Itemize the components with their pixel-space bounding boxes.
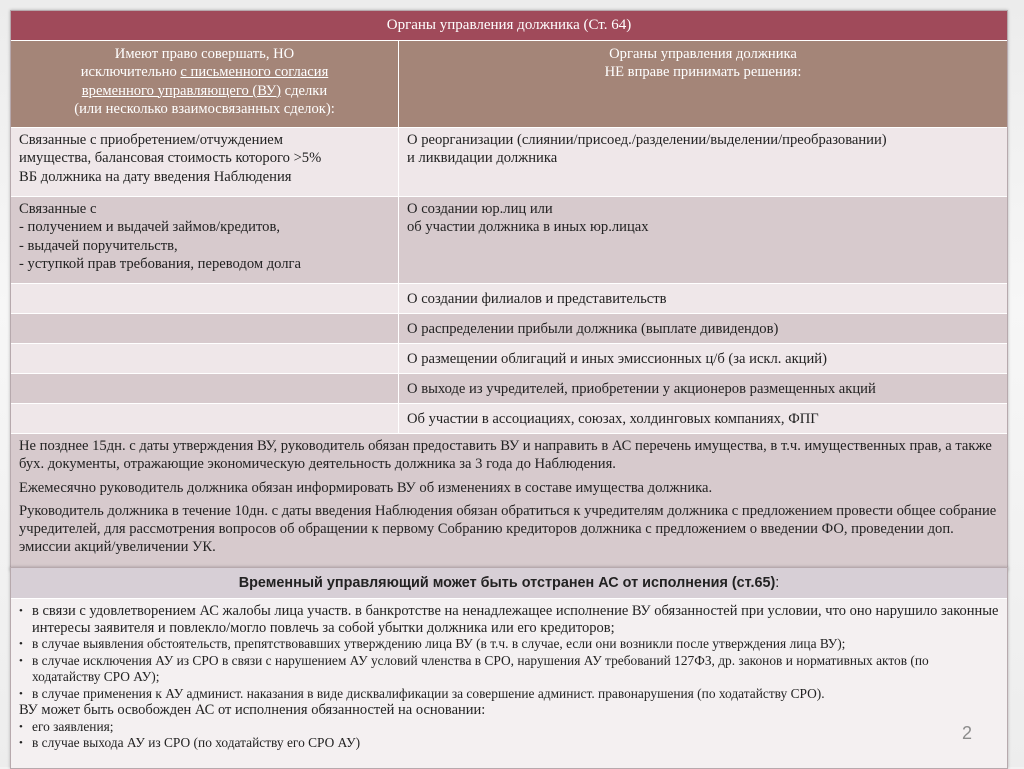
left-column-header: Имеют право совершать, НО исключительно с письменного согласия временного управляющего (ВУ) сделки (или несколько взаимосвязанных сделок):	[11, 41, 399, 127]
note-paragraph: Руководитель должника в течение 10дн. с даты введения Наблюдения обязан обратиться к учредителям должника с предложением провести общее собрание учредителей, для рассмотрения вопросов об обращении к первому Собранию кредиторов должника с предложением о введении ФО, проведении доп. эмиссии акций/увеличении УК.	[19, 502, 997, 556]
table-header-row	[11, 41, 1007, 128]
right-cell: О реорганизации (слиянии/присоед./разделении/выделении/преобразовании) и ликвидации должника	[407, 132, 887, 167]
temporary-manager-removal-box	[10, 567, 1008, 769]
page-number: 2	[961, 723, 972, 743]
list-item: - выдачей поручительств,	[19, 237, 390, 255]
table-row	[11, 374, 1007, 404]
list-item: • в случае выявления обстоятельств, препятствовавших утверждению лица ВУ (в т.ч. в случае, если они возникли после утверждения лица ВУ);	[19, 636, 999, 653]
list-item: • в связи с удовлетворением АС жалобы лица участв. в банкротстве на ненадлежащее исполнение ВУ обязанностей при условии, что оно нарушило законные интересы заявителя и повлекло/могло повлечь за собой убытки должника или его кредиторов;	[19, 603, 999, 636]
list-item: • в случае выхода АУ из СРО (по ходатайству его СРО АУ)	[19, 735, 999, 752]
right-cell: Об участии в ассоциациях, союзах, холдинговых компаниях, ФПГ	[407, 411, 819, 427]
list-item: • в случае применения к АУ админист. наказания в виде дисквалификации за совершение админист. правонарушения (по ходатайству СРО).	[19, 686, 999, 703]
release-intro: ВУ может быть освобожден АС от исполнения обязанностей на основании:	[19, 702, 486, 718]
left-cell: Связанные с приобретением/отчуждением имущества, балансовая стоимость которого >5% ВБ должника на дату введения Наблюдения	[11, 128, 399, 196]
list-item: - уступкой прав требования, переводом долга	[19, 255, 390, 273]
right-cell: О создании юр.лиц или об участии должника в иных юр.лицах	[407, 201, 649, 236]
list-item: - получением и выдачей займов/кредитов,	[19, 218, 390, 236]
table-row	[11, 128, 1007, 197]
table-row	[11, 284, 1007, 314]
governing-bodies-table	[10, 10, 1008, 571]
left-cell	[11, 404, 399, 433]
right-cell: О размещении облигаций и иных эмиссионных ц/б (за искл. акций)	[407, 351, 827, 367]
right-cell: О распределении прибыли должника (выплате дивидендов)	[407, 321, 779, 337]
removal-grounds-list	[19, 603, 999, 702]
release-grounds-list	[19, 719, 999, 752]
right-cell: О создании филиалов и представительств	[407, 291, 667, 307]
right-cell: О выходе из учредителей, приобретении у акционеров размещенных акций	[407, 381, 876, 397]
left-cell	[11, 344, 399, 373]
right-column-header: Органы управления должника НЕ вправе принимать решения:	[604, 46, 802, 81]
list-item: • в случае исключения АУ из СРО в связи с нарушением АУ условий членства в СРО, нарушения АУ требований 127ФЗ, др. законов и нормативных актов (по ходатайству СРО АУ);	[19, 653, 999, 686]
table-title: Органы управления должника (Ст. 64)	[11, 11, 1007, 41]
note-paragraph: Ежемесячно руководитель должника обязан информировать ВУ об изменениях в составе имущества должника.	[19, 479, 713, 496]
removal-box-title: Временный управляющий может быть отстранен АС от исполнения (ст.65):	[11, 568, 1007, 599]
table-row	[11, 197, 1007, 284]
table-row	[11, 404, 1007, 434]
note-paragraph: Не позднее 15дн. с даты утверждения ВУ, руководитель обязан предоставить ВУ и направить в АС перечень имущества, в т.ч. имущественных прав, а также бух. документы, отражающие экономическую деятельность должника за 3 года до Наблюдения.	[19, 438, 992, 473]
notes-cell	[11, 434, 1007, 570]
table-row	[11, 344, 1007, 374]
left-cell	[11, 314, 399, 343]
left-cell: Связанные с - получением и выдачей займов/кредитов, - выдачей поручительств, - уступкой прав требования, переводом долга	[11, 197, 399, 283]
left-cell	[11, 374, 399, 403]
left-cell	[11, 284, 399, 313]
table-row	[11, 314, 1007, 344]
removal-box-body	[11, 599, 1007, 756]
list-item: • его заявления;	[19, 719, 999, 736]
dash-list	[19, 218, 390, 273]
